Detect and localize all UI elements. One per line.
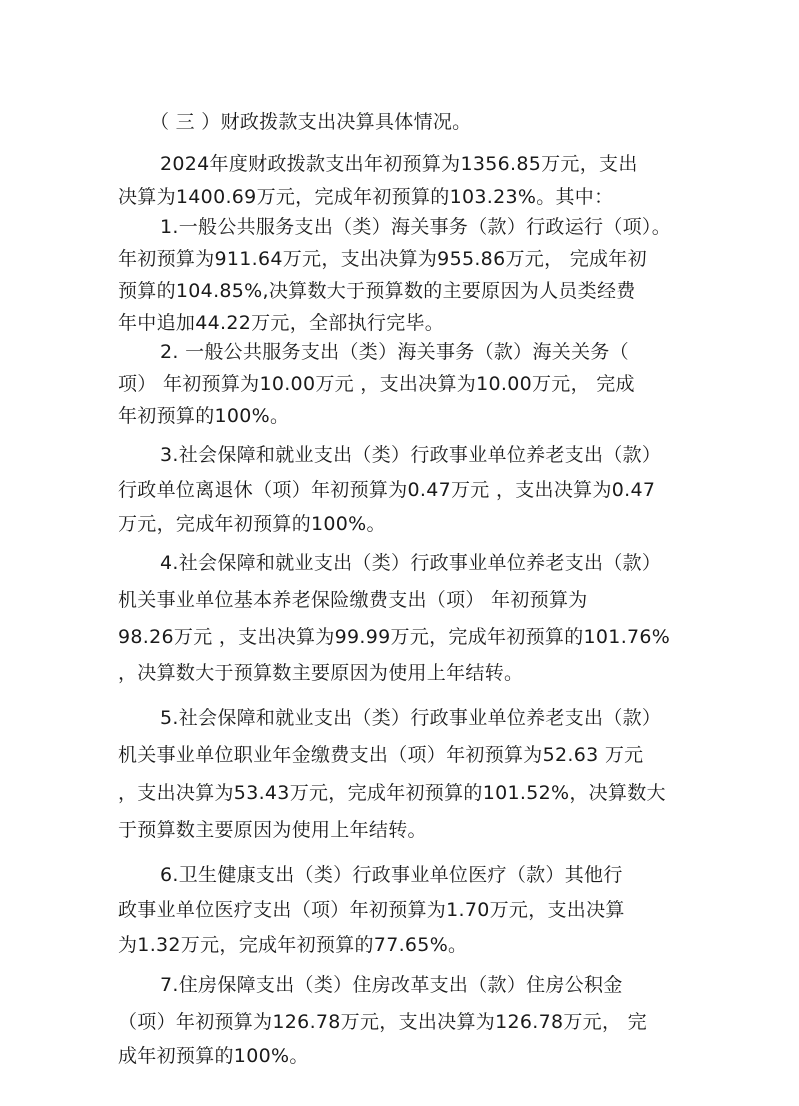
text-line: 预算的104.85%,决算数大于预算数的主要原因为人员类经费 bbox=[118, 280, 636, 302]
text-line: ，决算数大于预算数主要原因为使用上年结转。 bbox=[118, 662, 524, 684]
text-line: 7.住房保障支出（类）住房改革支出（款）住房公积金 bbox=[160, 974, 623, 996]
text-line: （项）年初预算为126.78万元，支出决算为126.78万元， 完 bbox=[118, 1011, 647, 1033]
text-line: 6.卫生健康支出（类）行政事业单位医疗（款）其他行 bbox=[160, 864, 623, 886]
text-line: 行政单位离退休（项）年初预算为0.47万元 ，支出决算为0.47 bbox=[118, 479, 656, 501]
text-line: 98.26万元 ，支出决算为99.99万元，完成年初预算的101.76% bbox=[118, 626, 671, 648]
section-heading: （ 三 ）财政拨款支出决算具体情况。 bbox=[150, 111, 472, 133]
text-line: 年初预算为911.64万元，支出决算为955.86万元， 完成年初 bbox=[118, 248, 647, 270]
text-line: 年初预算的100%。 bbox=[118, 405, 290, 427]
text-line: 项） 年初预算为10.00万元 ，支出决算为10.00万元， 完成 bbox=[118, 373, 635, 395]
text-line: 年中追加44.22万元，全部执行完毕。 bbox=[118, 312, 445, 334]
text-line: 决算为1400.69万元，完成年初预算的103.23%。其中： bbox=[118, 186, 614, 208]
text-line: ，支出决算为53.43万元，完成年初预算的101.52%，决算数大 bbox=[118, 782, 666, 804]
text-line: 5.社会保障和就业支出（类）行政事业单位养老支出（款） bbox=[160, 707, 662, 729]
text-line: 机关事业单位职业年金缴费支出（项）年初预算为52.63 万元 bbox=[118, 744, 644, 766]
text-line: 成年初预算的100%。 bbox=[118, 1045, 309, 1067]
text-line: 于预算数主要原因为使用上年结转。 bbox=[118, 819, 427, 841]
text-line: 机关事业单位基本养老保险缴费支出（项） 年初预算为 bbox=[118, 589, 588, 611]
text-line: 2. 一般公共服务支出（类）海关事务（款）海关关务（ bbox=[160, 341, 629, 363]
text-line: 政事业单位医疗支出（项）年初预算为1.70万元，支出决算 bbox=[118, 899, 625, 921]
text-line: 万元，完成年初预算的100%。 bbox=[118, 513, 386, 535]
text-line: 3.社会保障和就业支出（类）行政事业单位养老支出（款） bbox=[160, 444, 662, 466]
text-line: 2024年度财政拨款支出年初预算为1356.85万元，支出 bbox=[160, 153, 638, 175]
text-line: 为1.32万元，完成年初预算的77.65%。 bbox=[118, 934, 468, 956]
text-line: 1.一般公共服务支出（类）海关事务（款）行政运行（项）。 bbox=[160, 216, 672, 238]
text-line: 4.社会保障和就业支出（类）行政事业单位养老支出（款） bbox=[160, 552, 662, 574]
